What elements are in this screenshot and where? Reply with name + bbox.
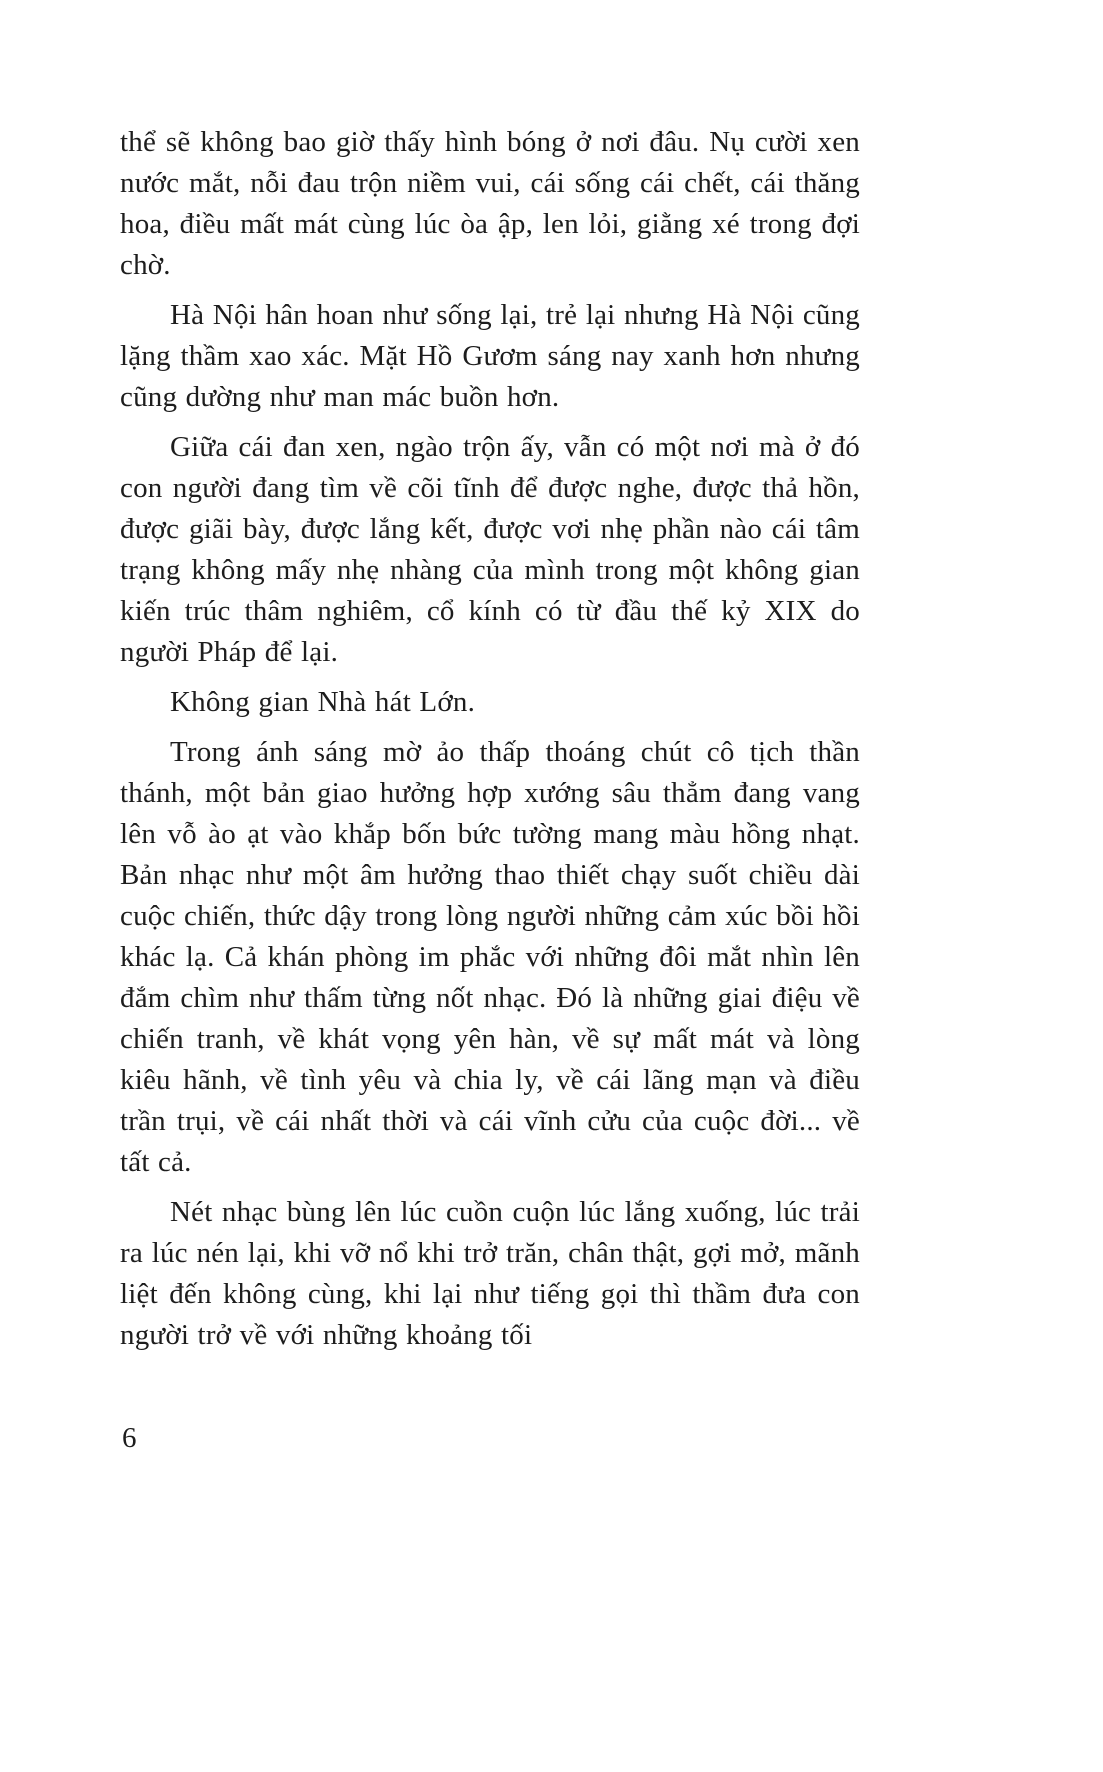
paragraph: Nét nhạc bùng lên lúc cuồn cuộn lúc lắng xuống, lúc trải ra lúc nén lại, khi vỡ nổ khi trở trăn, chân thật, gợi mở, mãnh liệt đến không cùng, khi lại như tiếng gọi thì thầm đưa con người trở về với những khoảng tối bbox=[120, 1196, 860, 1351]
paragraph: Trong ánh sáng mờ ảo thấp thoáng chút cô tịch thần thánh, một bản giao hưởng hợp xướng sâu thẳm đang vang lên vỗ ào ạt vào khắp bốn bức tường mang màu hồng nhạt. Bản nhạc như một âm hưởng thao thiết chạy suốt chiều dài cuộc chiến, thức dậy trong lòng người những cảm xúc bồi hồi khác lạ. Cả khán phòng im phắc với những đôi mắt nhìn lên đắm chìm như thấm từng nốt nhạc. Đó là những giai điệu về chiến tranh, về khát vọng yên hàn, về sự mất mát và lòng kiêu hãnh, về tình yêu và chia ly, về cái lãng mạn và điều trần trụi, về cái nhất thời và cái vĩnh cửu của cuộc đời... về tất cả. bbox=[120, 736, 860, 1178]
paragraph: Hà Nội hân hoan như sống lại, trẻ lại nhưng Hà Nội cũng lặng thầm xao xác. Mặt Hồ Gươm sáng nay xanh hơn nhưng cũng dường như man mác buồn hơn. bbox=[120, 299, 860, 413]
paragraph: thể sẽ không bao giờ thấy hình bóng ở nơi đâu. Nụ cười xen nước mắt, nỗi đau trộn niềm vui, cái sống cái chết, cái thăng hoa, điều mất mát cùng lúc òa ập, len lỏi, giằng xé trong đợi chờ. bbox=[120, 126, 860, 281]
page-number: 6 bbox=[122, 1422, 137, 1454]
body-text bbox=[120, 122, 860, 1365]
paragraph: Không gian Nhà hát Lớn. bbox=[170, 686, 476, 718]
paragraph: Giữa cái đan xen, ngào trộn ấy, vẫn có một nơi mà ở đó con người đang tìm về cõi tĩnh để được nghe, được thả hồn, được giãi bày, được lắng kết, được vơi nhẹ phần nào cái tâm trạng không mấy nhẹ nhàng của mình trong một không gian kiến trúc thâm nghiêm, cổ kính có từ đầu thế kỷ XIX do người Pháp để lại. bbox=[120, 431, 860, 668]
